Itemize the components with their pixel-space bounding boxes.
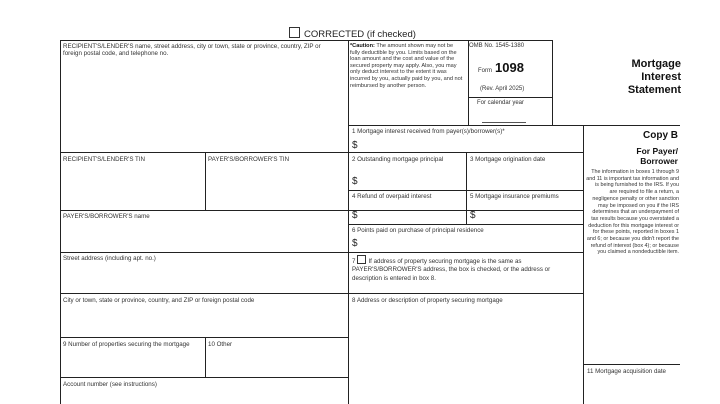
row-line-11 xyxy=(583,364,680,365)
calendar-year-underline xyxy=(482,122,526,123)
calendar-year-label: For calendar year xyxy=(477,100,525,106)
payer-name-label: PAYER'S/BORROWER'S name xyxy=(63,213,150,220)
copy-b-label: Copy B xyxy=(643,130,678,141)
box7-label xyxy=(352,255,580,283)
row-line-7 xyxy=(60,293,583,294)
corrected-checkbox[interactable] xyxy=(289,27,300,38)
for-payer-line-1: For Payer/ xyxy=(636,146,678,156)
recipient-tin-label: RECIPIENT'S/LENDER'S TIN xyxy=(63,156,146,163)
city-label: City or town, state or province, country, and ZIP or foreign postal code xyxy=(63,297,255,304)
form-number xyxy=(478,60,524,75)
tin-divider xyxy=(205,152,206,210)
street-address-label: Street address (including apt. no.) xyxy=(63,255,156,262)
box11-label: 11 Mortgage acquisition date xyxy=(587,368,666,375)
form-1098: 1098 xyxy=(495,60,524,75)
box5-dollar: $ xyxy=(470,210,476,221)
box9-label: 9 Number of properties securing the mortgage xyxy=(63,341,190,348)
omb-divider xyxy=(468,40,469,125)
main-divider xyxy=(348,40,349,404)
box10-label: 10 Other xyxy=(208,341,233,348)
box7-text: If address of property securing mortgage is the same as PAYER'S/BORROWER'S address, the box is checked, or the address or description is entered in box 8. xyxy=(352,258,551,282)
left-border xyxy=(60,40,61,404)
row-line-4 xyxy=(60,210,583,211)
caution-note xyxy=(350,43,464,89)
box3-divider xyxy=(466,152,467,224)
box3-label: 3 Mortgage origination date xyxy=(470,156,546,163)
calendar-year-rule xyxy=(468,97,552,98)
top-border xyxy=(60,40,552,41)
form-prefix: Form xyxy=(478,68,492,74)
box4-dollar: $ xyxy=(352,210,358,221)
box1-dollar: $ xyxy=(352,140,358,151)
omb-number: OMB No. 1545-1380 xyxy=(469,43,525,49)
row-line-5 xyxy=(348,224,583,225)
corrected-label: CORRECTED (if checked) xyxy=(304,29,416,40)
account-number-label: Account number (see instructions) xyxy=(63,381,157,388)
box8-label: 8 Address or description of property securing mortgage xyxy=(352,297,503,304)
title-line-1: Mortgage xyxy=(631,58,681,70)
row-line-copyb xyxy=(583,125,680,126)
corrected-checkbox-label[interactable] xyxy=(289,27,416,40)
caution-text: The amount shown may not be fully deductible by you. Limits based on the loan amount and the cost and value of the secured property may apply. Also, you may only deduct interest to the extent it was incurred by you, actually paid by you, and not reimbursed by another person. xyxy=(350,43,463,89)
row-line-2 xyxy=(60,152,583,153)
omb-right-border xyxy=(552,40,553,125)
for-payer-borrower xyxy=(636,146,678,166)
box2-dollar: $ xyxy=(352,176,358,187)
revision-date: (Rev. April 2025) xyxy=(480,86,525,92)
box4-label: 4 Refund of overpaid interest xyxy=(352,193,432,200)
recipient-lender-label: RECIPIENT'S/LENDER'S name, street address, city or town, state or province, country, ZIP or foreign postal code, and telephone no. xyxy=(63,43,321,58)
tax-information-notice: The information in boxes 1 through 9 and 11 is important tax information and is being furnished to the IRS. If you are required to file a return, a negligence penalty or other sanction may be imposed on you if the IRS determines that an underpayment of tax results because you overstated a deduction for this mortgage interest or for these points, reported in boxes 1 and 6; or because you didn't report the refund of interest (box 4); or because you claimed a nondeductible item. xyxy=(586,169,679,256)
caution-heading: *Caution: xyxy=(350,43,375,49)
row-line-8 xyxy=(60,337,348,338)
box7-checkbox[interactable] xyxy=(357,255,366,264)
box2-label: 2 Outstanding mortgage principal xyxy=(352,156,444,163)
title-line-3: Statement xyxy=(627,84,681,96)
payer-tin-label: PAYER'S/BORROWER'S TIN xyxy=(208,156,290,163)
box6-label: 6 Points paid on purchase of principal residence xyxy=(352,227,484,234)
box10-divider xyxy=(205,337,206,377)
row-line-9 xyxy=(60,377,348,378)
row-line-6 xyxy=(60,252,583,253)
box7-number: 7 xyxy=(352,258,356,265)
row-line-1 xyxy=(348,125,583,126)
box6-dollar: $ xyxy=(352,238,358,249)
box1-label: 1 Mortgage interest received from payer(s)/borrower(s)* xyxy=(352,128,505,135)
for-payer-line-2: Borrower xyxy=(640,156,678,166)
box5-label: 5 Mortgage insurance premiums xyxy=(470,193,559,200)
title-line-2: Interest xyxy=(641,71,681,83)
copy-divider xyxy=(583,125,584,404)
form-title xyxy=(628,58,681,97)
